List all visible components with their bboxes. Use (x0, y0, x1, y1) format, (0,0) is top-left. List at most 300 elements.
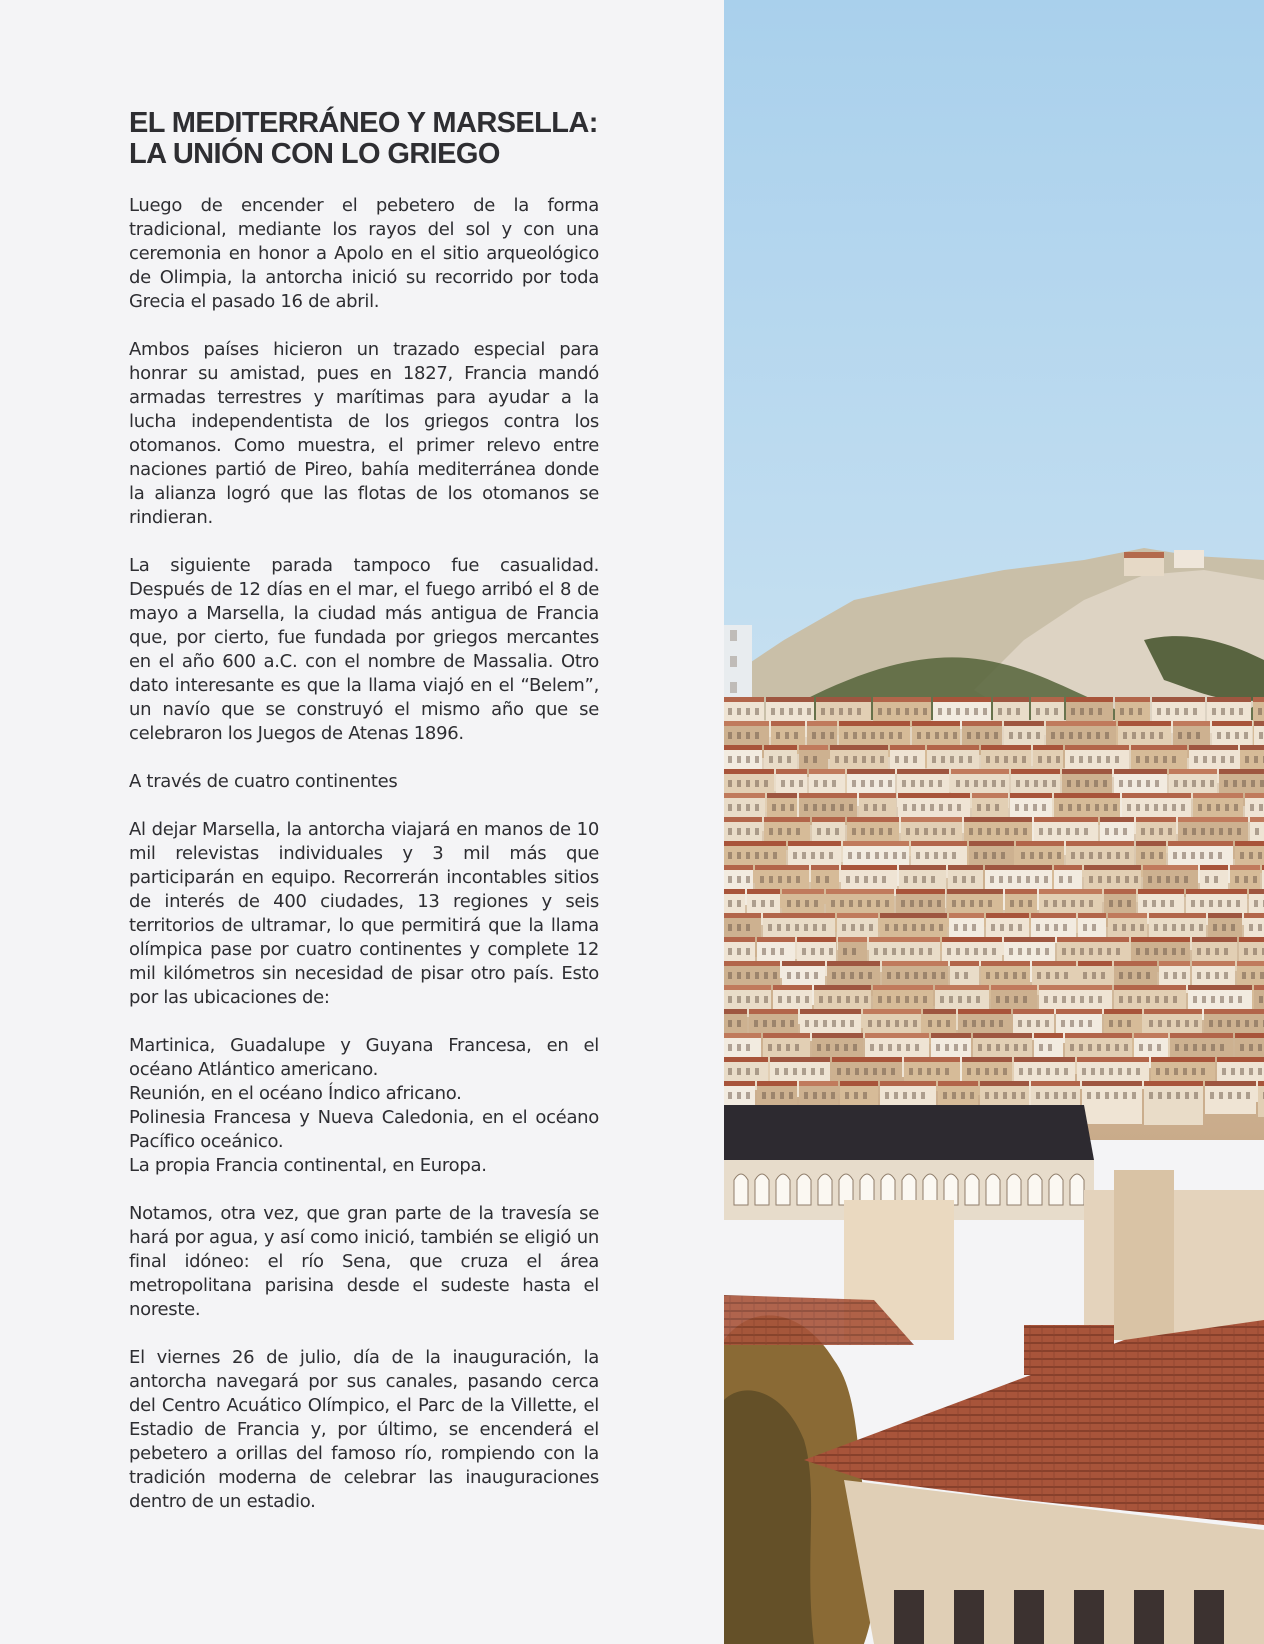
window (868, 972, 872, 979)
window (1100, 1068, 1104, 1075)
window (969, 828, 973, 835)
window (1206, 948, 1210, 955)
roof (1254, 721, 1264, 726)
window (1260, 972, 1264, 979)
window (932, 972, 936, 979)
window (880, 732, 884, 739)
window (1019, 900, 1023, 907)
window (1251, 972, 1255, 979)
window (1192, 1068, 1196, 1075)
roof (869, 937, 940, 942)
roof (1200, 865, 1228, 870)
window (992, 780, 996, 787)
window (924, 828, 928, 835)
window (1260, 780, 1264, 787)
window (852, 948, 856, 955)
window (905, 996, 909, 1003)
window (1191, 900, 1195, 907)
roof (1114, 961, 1157, 966)
roof (985, 865, 1052, 870)
window (864, 876, 868, 883)
arched-window (797, 1174, 811, 1205)
window (737, 924, 741, 931)
window (1154, 924, 1158, 931)
window (939, 924, 943, 931)
window (835, 828, 839, 835)
window (898, 732, 902, 739)
roof (1016, 841, 1064, 846)
roof (923, 1009, 956, 1014)
window (1239, 708, 1243, 715)
window (813, 1092, 817, 1099)
window (1184, 708, 1188, 715)
roof (724, 841, 786, 846)
window (781, 804, 785, 811)
window (785, 732, 789, 739)
window (1059, 876, 1063, 883)
window (938, 780, 942, 787)
roof (770, 1057, 830, 1062)
window (1220, 1044, 1224, 1051)
window (1028, 1068, 1032, 1075)
window (1071, 852, 1075, 859)
window (764, 996, 768, 1003)
window (773, 852, 777, 859)
window (1165, 1068, 1169, 1075)
window (1132, 1092, 1136, 1099)
window (985, 1092, 989, 1099)
window (1210, 828, 1214, 835)
roof (1152, 697, 1205, 702)
window (1218, 1020, 1222, 1027)
window (1014, 1044, 1018, 1051)
roof (899, 865, 946, 870)
window (1172, 924, 1176, 931)
window (949, 996, 953, 1003)
window (1021, 1092, 1025, 1099)
window (1042, 804, 1046, 811)
window (737, 780, 741, 787)
window (837, 1068, 841, 1075)
roof (931, 1033, 971, 1038)
window (1228, 828, 1232, 835)
window (1205, 876, 1209, 883)
roof (1258, 1081, 1264, 1086)
window (787, 900, 791, 907)
window (894, 1092, 898, 1099)
window (1157, 708, 1161, 715)
window (1202, 996, 1206, 1003)
window (1236, 900, 1240, 907)
window (1023, 996, 1027, 1003)
roof (947, 889, 1003, 894)
roof (1138, 889, 1184, 894)
window (1132, 732, 1136, 739)
window (931, 876, 935, 883)
roof (1136, 817, 1176, 822)
window (794, 732, 798, 739)
window (746, 972, 750, 979)
window (1016, 780, 1020, 787)
roof (799, 793, 857, 798)
roof (1065, 745, 1129, 750)
window (954, 924, 958, 931)
roof (788, 841, 841, 846)
window (963, 924, 967, 931)
window (888, 828, 892, 835)
window (737, 804, 741, 811)
roof (1240, 745, 1264, 750)
window (1118, 1068, 1122, 1075)
window (1070, 1020, 1074, 1027)
window (904, 756, 908, 763)
roof (1065, 1033, 1132, 1038)
window (979, 900, 983, 907)
window (999, 876, 1003, 883)
roof (724, 745, 762, 750)
roof (1004, 721, 1044, 726)
window (1175, 876, 1179, 883)
arched-window (1049, 1174, 1063, 1205)
window (1206, 972, 1210, 979)
roof (1204, 1009, 1264, 1014)
window (942, 828, 946, 835)
window (1098, 948, 1102, 955)
window (870, 1044, 874, 1051)
window (1237, 1092, 1241, 1099)
window (1145, 948, 1149, 955)
roof (1143, 865, 1198, 870)
window (772, 804, 776, 811)
window (1124, 1044, 1128, 1051)
window (793, 852, 797, 859)
window (868, 1020, 872, 1027)
window (1181, 924, 1185, 931)
window (974, 852, 978, 859)
window (952, 900, 956, 907)
window (1249, 852, 1253, 859)
roof (1054, 865, 1082, 870)
window (940, 996, 944, 1003)
window (970, 900, 974, 907)
window (793, 1068, 797, 1075)
paragraph-inauguration: El viernes 26 de julio, día de la inauguración, la antorcha navegará por sus canales, pasando cerca del Centro Acuático Olímpico, el Parc de la Villette, el Estadio de Francia y, por último, se encenderá el pebetero a orillas del famoso río, rompiendo con la tradición moderna de celebrar las inauguraciones dentro de un estadio. (129, 1347, 599, 1512)
roof (1159, 961, 1190, 966)
window (1193, 708, 1197, 715)
window (1148, 1044, 1152, 1051)
paragraph-friendship: Ambos países hicieron un trazado especial para honrar su amistad, pues en 1827, Francia mandó armadas terrestres y marítimas para ayudar a la lucha independentista de los griegos contra los otomanos. Como muestra, el primer relevo entre naciones partió de Pireo, bahía mediterránea donde la alianza logró que las flotas de los otomanos se rindieran. (129, 339, 599, 528)
window (1104, 804, 1108, 811)
roof (782, 889, 824, 894)
window (1071, 708, 1075, 715)
window (903, 804, 907, 811)
roof (1005, 889, 1037, 894)
window (903, 924, 907, 931)
roof (839, 721, 910, 726)
window (819, 996, 823, 1003)
window (1157, 876, 1161, 883)
window (923, 972, 927, 979)
roof (1144, 1081, 1203, 1086)
window (807, 708, 811, 715)
roof (962, 1057, 1012, 1062)
window (769, 876, 773, 883)
window (1036, 708, 1040, 715)
arched-window (776, 1174, 790, 1205)
window (772, 1020, 776, 1027)
window (843, 948, 847, 955)
window (790, 804, 794, 811)
roof (1114, 769, 1167, 774)
window (746, 924, 750, 931)
window (1071, 900, 1075, 907)
roof (812, 817, 845, 822)
window (1018, 732, 1022, 739)
window (1157, 1044, 1161, 1051)
window (737, 1068, 741, 1075)
roof (814, 985, 871, 990)
window (854, 1092, 858, 1099)
window (878, 708, 882, 715)
window (1244, 948, 1248, 955)
window (1128, 996, 1132, 1003)
window (922, 876, 926, 883)
window (1136, 1068, 1140, 1075)
window (876, 900, 880, 907)
window (976, 732, 980, 739)
window (1218, 900, 1222, 907)
window (1228, 1092, 1232, 1099)
window (1119, 996, 1123, 1003)
window (1167, 1092, 1171, 1099)
window (1224, 780, 1228, 787)
window (1249, 924, 1253, 931)
window (1259, 732, 1263, 739)
window (920, 780, 924, 787)
window (814, 900, 818, 907)
window (1123, 828, 1127, 835)
window (795, 1044, 799, 1051)
window (1163, 924, 1167, 931)
window (905, 972, 909, 979)
window (822, 804, 826, 811)
window (1137, 780, 1141, 787)
roof (1253, 697, 1264, 702)
roof (1254, 985, 1264, 990)
window (903, 1092, 907, 1099)
window (913, 756, 917, 763)
window (1254, 1020, 1258, 1027)
window (849, 804, 853, 811)
window (1066, 828, 1070, 835)
window (869, 924, 873, 931)
window (871, 756, 875, 763)
window (947, 948, 951, 955)
roof (1084, 865, 1141, 870)
window (983, 948, 987, 955)
location-list (129, 1034, 599, 1178)
window (1039, 828, 1043, 835)
window (811, 1068, 815, 1075)
window (1039, 852, 1043, 859)
window (850, 972, 854, 979)
building (1144, 1084, 1203, 1125)
window (1150, 732, 1154, 739)
roof (1205, 1081, 1256, 1086)
roof (927, 745, 979, 750)
window (770, 900, 774, 907)
window (1064, 1068, 1068, 1075)
window (820, 1068, 824, 1075)
window (919, 948, 923, 955)
window (1127, 900, 1131, 907)
window (1097, 756, 1101, 763)
window (1236, 1020, 1240, 1027)
window (894, 1590, 924, 1644)
window (776, 732, 780, 739)
window (831, 1092, 835, 1099)
window (764, 972, 768, 979)
window (1235, 876, 1239, 883)
window (1036, 1020, 1040, 1027)
window (817, 828, 821, 835)
roof (767, 793, 797, 798)
window (769, 828, 773, 835)
window (1026, 876, 1030, 883)
window (901, 900, 905, 907)
window (1094, 780, 1098, 787)
window (930, 924, 934, 931)
window (1220, 996, 1224, 1003)
window (1000, 924, 1004, 931)
window (1008, 876, 1012, 883)
window (972, 924, 976, 931)
window (870, 828, 874, 835)
roof (865, 1033, 929, 1038)
window (841, 972, 845, 979)
window (728, 756, 732, 763)
window (1055, 972, 1059, 979)
window (737, 876, 741, 883)
window (1253, 876, 1257, 883)
window (821, 708, 825, 715)
window (1154, 756, 1158, 763)
window (1067, 780, 1071, 787)
window (1048, 828, 1052, 835)
window (978, 1044, 982, 1051)
window (1176, 1020, 1180, 1027)
window (1258, 924, 1262, 931)
window (1235, 732, 1239, 739)
window (1068, 804, 1072, 811)
window (1141, 828, 1145, 835)
window (1183, 780, 1187, 787)
window (996, 828, 1000, 835)
window (1004, 756, 1008, 763)
window (1185, 1020, 1189, 1027)
roof (837, 913, 878, 918)
window (957, 804, 961, 811)
window (1159, 828, 1163, 835)
window (1229, 996, 1233, 1003)
window (832, 1020, 836, 1027)
roof (747, 889, 780, 894)
window (1219, 828, 1223, 835)
window (823, 1020, 827, 1027)
window (1253, 948, 1257, 955)
window (1001, 780, 1005, 787)
window (972, 1020, 976, 1027)
window (1242, 780, 1246, 787)
window (873, 1068, 877, 1075)
roof (911, 841, 967, 846)
window (755, 756, 759, 763)
window (816, 876, 820, 883)
window (943, 1092, 947, 1099)
window (752, 900, 756, 907)
window (1194, 1590, 1224, 1644)
window (1259, 804, 1263, 811)
window (882, 804, 886, 811)
window (846, 996, 850, 1003)
window (862, 756, 866, 763)
window (1061, 1020, 1065, 1027)
window (1080, 708, 1084, 715)
window (1215, 948, 1219, 955)
roof (724, 769, 774, 774)
window (821, 732, 825, 739)
roof (807, 721, 837, 726)
window (1115, 756, 1119, 763)
roof (962, 721, 1002, 726)
roof (901, 817, 962, 822)
window (746, 804, 750, 811)
roof (1249, 889, 1264, 894)
window (1057, 828, 1061, 835)
window (1052, 780, 1056, 787)
window (787, 876, 791, 883)
window (1201, 780, 1205, 787)
window (1149, 1020, 1153, 1027)
hilltop-house (1174, 550, 1204, 568)
window (977, 804, 981, 811)
window (906, 828, 910, 835)
roof (811, 865, 839, 870)
window (781, 780, 785, 787)
window (1225, 804, 1229, 811)
window (829, 948, 833, 955)
window (1173, 852, 1177, 859)
window (1159, 852, 1163, 859)
roof (1149, 913, 1206, 918)
window (986, 804, 990, 811)
roof (1031, 1081, 1080, 1086)
roof (938, 1081, 978, 1086)
window (1192, 780, 1196, 787)
window (985, 1068, 989, 1075)
window (1258, 708, 1262, 715)
roof (724, 889, 745, 894)
window (804, 756, 808, 763)
window (1138, 708, 1142, 715)
window (1114, 1092, 1118, 1099)
window (1163, 948, 1167, 955)
window (1213, 924, 1217, 931)
roof (1188, 985, 1252, 990)
window (1146, 996, 1150, 1003)
window (915, 828, 919, 835)
window (968, 756, 972, 763)
